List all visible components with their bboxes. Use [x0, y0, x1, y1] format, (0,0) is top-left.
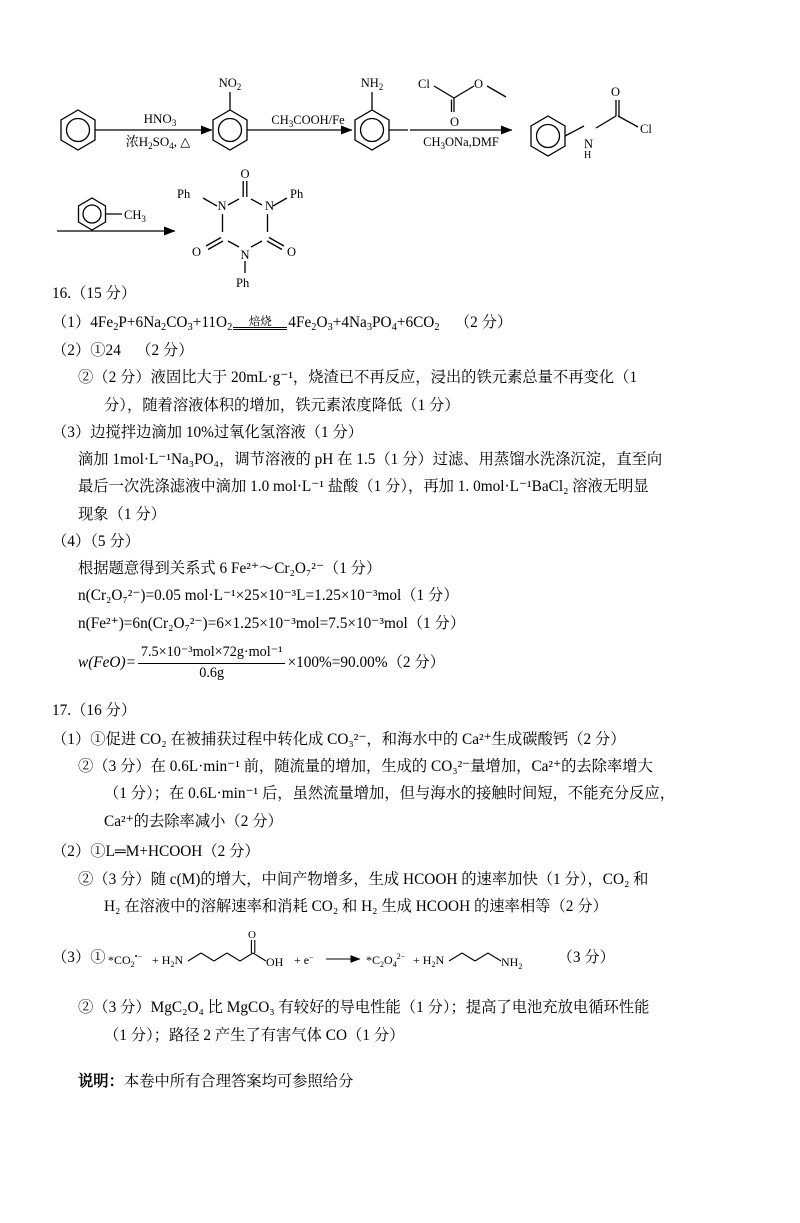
fraction-suffix: ×100%=90.00%（2 分） — [287, 654, 445, 672]
svg-text:OH: OH — [265, 954, 283, 969]
svg-text:H: H — [584, 150, 592, 161]
svg-text:Cl: Cl — [640, 122, 652, 136]
question-17-heading: 17.（16 分） — [52, 701, 137, 719]
footer-note-label: 说明： — [78, 1073, 124, 1091]
reaction-scheme — [0, 18, 800, 290]
q16-3-line-2: 滴加 1mol·L⁻¹Na₃PO₄，调节溶液的 pH 在 1.5（1 分）过滤、用蒸馏水洗涤沉淀，直至向 — [78, 451, 663, 469]
svg-text:O: O — [240, 167, 250, 181]
q16-4-line-1: 根据题意得到关系式 6 Fe²⁺～Cr₂O₇²⁻（1 分） — [78, 560, 382, 578]
svg-text:Ph: Ph — [236, 276, 250, 290]
svg-text:CH3COOH/Fe: $CH_3COOH/Fe$ — [271, 113, 345, 129]
q16-3-line-1: （3）边搅拌边滴加 10%过氧化氢溶液（1 分） — [52, 423, 364, 441]
svg-text:*C2O42−: $*C_2O_4^{2-}$ — [365, 951, 405, 969]
q16-3-line-4: 现象（1 分） — [78, 505, 166, 523]
q17-3b-line-2: （1 分）；路径 2 产生了有害气体 CO（1 分） — [104, 1026, 405, 1044]
mass-fraction-symbol: w(FeO)= — [78, 654, 136, 672]
q16-3-line-3: 最后一次洗涤滤液中滴加 1.0 mol·L⁻¹ 盐酸（1 分），再加 1. 0mol·L⁻¹BaCl₂ 溶液无明显 — [78, 478, 649, 496]
svg-text:N: N — [584, 137, 594, 151]
svg-text:NH2: $NH_2$ — [360, 76, 384, 92]
svg-text:Ph: Ph — [177, 187, 191, 201]
svg-text:CH3ONa,DMF: $CH_3ONa,DMF$ — [423, 135, 499, 151]
q17-3-label: （3）① — [52, 948, 106, 966]
svg-text:NO2: $NO_2$ — [218, 76, 242, 92]
q16-2-line — [52, 339, 748, 364]
svg-text:NH2: $NH_2$ — [500, 954, 522, 971]
q16-4-line-2: n(Cr₂O₇²⁻)=0.05 mol·L⁻¹×25×10⁻³L=1.25×10⁻³mol（1 分） — [78, 587, 459, 605]
q17-3-row — [52, 928, 748, 989]
q16-2-label: （2）①24 — [52, 342, 121, 360]
q16-1-line: $(1)4Fe_2P+6Na_2CO_3+11O_2$ 焙烧 $4Fe_2O_3+4Na_3PO_4+6CO_2$ （2 分） — [52, 313, 513, 333]
q17-2-line-1: （2）①L═M+HCOOH（2 分） — [52, 843, 260, 861]
q17-1-line: （1）①促进 CO₂ 在被捕获过程中转化成 CO₃²⁻，和海水中的 Ca²⁺生成碳酸钙（2 分） — [52, 730, 626, 748]
q16-4-label: （4）（5 分） — [52, 532, 140, 550]
svg-text:N: N — [240, 248, 250, 262]
svg-text:+ e−: + e− — [293, 952, 314, 967]
svg-text:HNO3: $HNO_3$ — [143, 111, 177, 128]
fraction-denominator: 0.6g — [199, 665, 225, 682]
q16-2b-line-2: 分），随着溶液体积的增加，铁元素浓度降低（1 分） — [104, 396, 460, 414]
svg-text:浓H2SO4, △: 浓$H_2SO_4$, △ — [125, 134, 191, 151]
q17-2b-line-1: ②（3 分）随 c(M)的增大，中间产物增多，生成 HCOOH 的速率加快（1 分），CO₂ 和 — [78, 870, 649, 888]
svg-text:O: O — [474, 77, 484, 91]
calcination-condition: 焙烧 — [233, 316, 287, 330]
q17-1b-line-1: ②（3 分）在 0.6L·min⁻¹ 前，随流量的增加，生成的 CO₃²⁻量增加，Ca²⁺的去除率增大 — [78, 757, 653, 775]
answer-body — [0, 282, 800, 1095]
q17-1b-line-3: Ca²⁺的去除率减小（2 分） — [104, 812, 283, 830]
q17-3-equation — [108, 928, 548, 989]
svg-text:O: O — [611, 85, 621, 99]
q17-3-equation-svg — [108, 928, 548, 980]
svg-text:O: O — [192, 245, 202, 259]
q17-3-mark: （3 分） — [557, 948, 615, 966]
svg-text:+ H2N: + $H_2N$ — [412, 952, 444, 969]
svg-text:N: N — [265, 199, 275, 213]
q16-1-mark: （2 分） — [454, 313, 513, 331]
footer-note-text: 本卷中所有合理答案均可参照给分 — [123, 1073, 354, 1091]
q17-2b-line-2: H₂ 在溶液中的溶解速率和消耗 CO₂ 和 H₂ 生成 HCOOH 的速率相等（2 分） — [104, 897, 608, 915]
q16-2b-line-1: ②（2 分）液固比大于 20mL·g⁻¹，烧渣已不再反应，浸出的铁元素总量不再变化（1 — [78, 369, 638, 387]
fraction-numerator: 7.5×10⁻³mol×72g·mol⁻¹ — [138, 644, 286, 664]
footer-note — [78, 1070, 748, 1095]
q16-2-mark: （2 分） — [136, 342, 194, 360]
q16-4-line-3: n(Fe²⁺)=6n(Cr₂O₇²⁻)=6×1.25×10⁻³mol=7.5×10⁻³mol（1 分） — [78, 614, 466, 632]
q17-1b-line-2: （1 分）；在 0.6L·min⁻¹ 后，虽然流量增加，但与海水的接触时间短，不能充分反应， — [104, 785, 675, 803]
svg-text:O: O — [247, 928, 256, 941]
svg-text:*CO2•−: $*CO_2^{•-}$ — [107, 951, 142, 969]
mass-fraction-formula — [138, 644, 286, 683]
answer-sheet-page — [0, 18, 800, 1223]
q16-4-line-4 — [78, 644, 748, 683]
question-16-heading: 16.（15 分） — [52, 285, 137, 302]
svg-text:N: N — [217, 199, 227, 213]
reaction-scheme-svg — [0, 18, 800, 290]
q17-3b-line-1: ②（3 分）MgC₂O₄ 比 MgCO₃ 有较好的导电性能（1 分）；提高了电池充放电循环性能 — [78, 999, 650, 1017]
svg-text:O: O — [450, 115, 460, 129]
svg-text:+ H2N: + $H_2N$ — [151, 952, 183, 969]
svg-text:Cl: Cl — [418, 77, 430, 91]
svg-text:Ph: Ph — [290, 187, 304, 201]
svg-text:O: O — [287, 245, 297, 259]
svg-text:CH3: $CH_3$ — [124, 208, 146, 224]
